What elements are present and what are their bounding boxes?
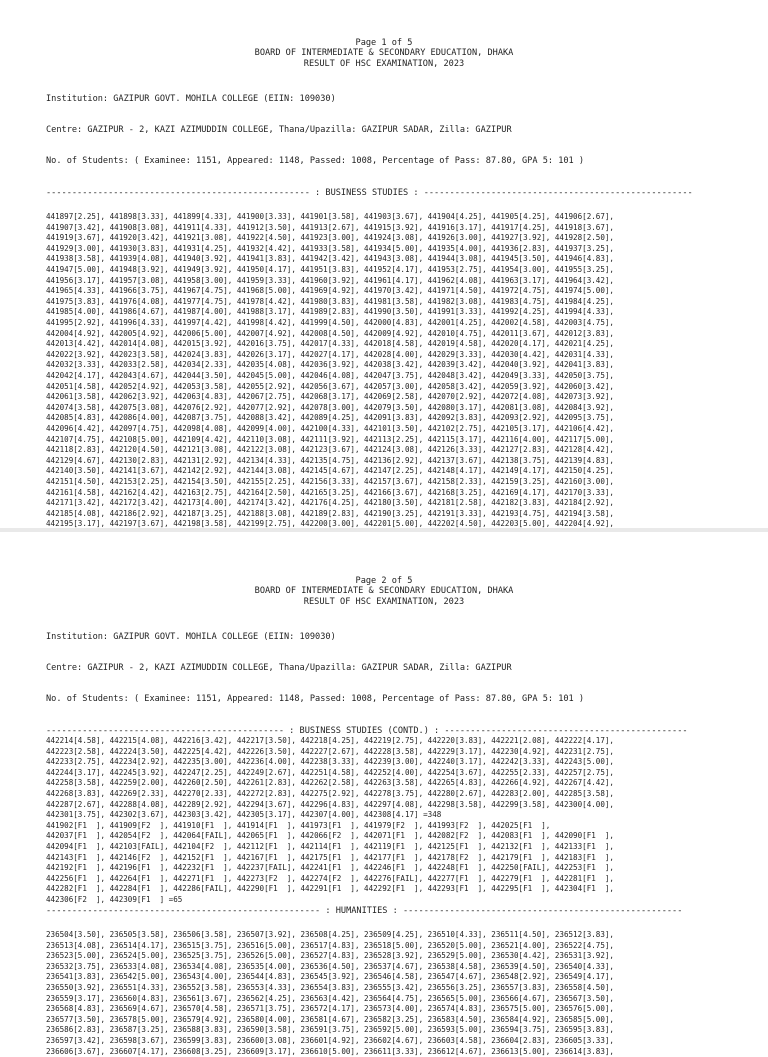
result-page-2 xyxy=(0,532,768,1056)
result-row: 441907[3.42], 441908[3.08], 441911[4.33], 441912[3.50], 441913[2.67], 441915[3.92], 441916[3.17], 441917[4.25], 441918[3.67], xyxy=(46,222,614,232)
result-row: 441995[2.92], 441996[4.33], 441997[4.42], 441998[4.42], 441999[4.50], 442000[4.83], 442001[4.25], 442002[4.58], 442003[4.75], xyxy=(46,318,614,328)
result-row: 442244[3.17], 442245[3.92], 442247[2.25], 442249[2.67], 442251[4.58], 442252[4.00], 442254[3.67], 442255[2.33], 442257[2.75], xyxy=(46,767,614,777)
result-row: 442282[F1 ], 442284[F1 ], 442286[FAIL], 442290[F1 ], 442291[F1 ], 442292[F1 ], 442293[F1 ], 442295[F1 ], 442304[F1 ], xyxy=(46,884,614,894)
result-row: 442306[F2 ], 442309[F1 ] =65 xyxy=(46,895,183,904)
board-name: BOARD OF INTERMEDIATE & SECONDARY EDUCATION, DHAKA xyxy=(254,586,514,597)
result-row: 442223[2.58], 442224[3.50], 442225[4.42], 442226[3.50], 442227[2.67], 442228[3.58], 442229[3.17], 442230[4.92], 442231[2.75], xyxy=(46,746,614,756)
result-row: 236606[3.67], 236607[4.17], 236608[3.25], 236609[3.17], 236610[5.00], 236611[3.33], 236612[4.67], 236613[5.00], 236614[3.83], xyxy=(46,1046,614,1056)
page-number: Page 1 of 5 xyxy=(355,38,413,48)
result-row: 442258[3.58], 442259[2.00], 442260[2.50], 442261[2.83], 442262[2.58], 442263[3.58], 442265[4.83], 442266[4.92], 442267[4.42], xyxy=(46,778,614,788)
institution-line: Institution: GAZIPUR GOVT. MOHILA COLLEGE (EIIN: 109030) xyxy=(46,632,336,643)
institution-info xyxy=(0,611,768,725)
page-header xyxy=(0,0,768,69)
result-row: 442143[F1 ], 442146[F2 ], 442152[F1 ], 442167[F1 ], 442175[F1 ], 442177[F1 ], 442178[F2 ], 442179[F1 ], 442183[F1 ], xyxy=(46,852,614,862)
result-row: 236532[3.75], 236533[4.08], 236534[4.08], 236535[4.00], 236536[4.50], 236537[4.67], 236538[4.58], 236539[4.50], 236540[4.33], xyxy=(46,961,614,971)
result-row: 442129[4.67], 442130[2.83], 442131[2.92], 442134[4.33], 442135[4.75], 442136[2.92], 442137[3.67], 442138[3.75], 442139[4.83], xyxy=(46,455,614,465)
result-row: 442214[4.58], 442215[4.08], 442216[3.42], 442217[3.50], 442218[4.25], 442219[2.75], 442220[3.83], 442221[2.08], 442222[4.17], xyxy=(46,736,614,746)
result-row: 442096[4.42], 442097[4.75], 442098[4.08], 442099[4.00], 442100[4.33], 442101[3.50], 442102[2.75], 442105[3.17], 442106[4.42], xyxy=(46,423,614,433)
centre-line: Centre: GAZIPUR - 2, KAZI AZIMUDDIN COLLEGE, Thana/Upazilla: GAZIPUR SADAR, Zilla: GAZIPUR xyxy=(46,663,512,674)
result-row: 236550[3.92], 236551[4.33], 236552[3.58], 236553[4.33], 236554[3.83], 236555[3.42], 236556[3.25], 236557[3.83], 236558[4.50], xyxy=(46,982,614,992)
result-row: 442233[2.75], 442234[2.92], 442235[3.00], 442236[4.00], 442238[3.33], 442239[3.00], 442240[3.17], 442242[3.33], 442243[5.00], xyxy=(46,757,614,767)
result-row: 236586[2.83], 236587[3.25], 236588[3.83], 236590[3.58], 236591[3.75], 236592[5.00], 236593[5.00], 236594[3.75], 236595[3.83], xyxy=(46,1025,614,1035)
result-row: 441985[4.00], 441986[4.67], 441987[4.00], 441988[3.17], 441989[2.83], 441990[3.50], 441991[3.33], 441992[4.25], 441994[4.33], xyxy=(46,307,614,317)
result-row: 441956[3.17], 441957[3.08], 441958[3.00], 441959[3.33], 441960[3.92], 441961[4.17], 441962[4.08], 441963[3.17], 441964[3.42], xyxy=(46,275,614,285)
result-row: 236513[4.08], 236514[4.17], 236515[3.75], 236516[5.00], 236517[4.83], 236518[5.00], 236520[5.00], 236521[4.00], 236522[4.75], xyxy=(46,940,614,950)
section-heading-business-studies-contd: ---------------------------------------------- : BUSINESS STUDIES (CONTD.) : ----------------------------------------------- xyxy=(46,725,688,736)
result-row: 442013[4.42], 442014[4.08], 442015[3.92], 442016[3.75], 442017[4.33], 442018[4.58], 442019[4.58], 442020[4.17], 442021[4.25], xyxy=(46,339,614,349)
result-row: 442118[2.83], 442120[4.50], 442121[3.08], 442122[3.08], 442123[3.67], 442124[3.08], 442126[3.33], 442127[2.83], 442128[4.42], xyxy=(46,445,614,455)
section-heading-business-studies: --------------------------------------------------- : BUSINESS STUDIES : ---------------------------------------------------- xyxy=(46,187,693,198)
result-row: 442268[3.83], 442269[2.33], 442270[2.33], 442272[2.83], 442275[2.92], 442278[3.75], 442280[2.67], 442283[2.00], 442285[3.58], xyxy=(46,789,614,799)
result-row: 442195[3.17], 442197[3.67], 442198[3.58], 442199[2.75], 442200[3.00], 442201[5.00], 442202[4.50], 442203[5.00], 442204[4.92], xyxy=(46,519,614,529)
result-row: 441929[3.00], 441930[3.83], 441931[4.25], 441932[4.42], 441933[3.58], 441934[5.00], 441935[4.00], 441936[2.83], 441937[3.25], xyxy=(46,243,614,253)
centre-line: Centre: GAZIPUR - 2, KAZI AZIMUDDIN COLLEGE, Thana/Upazilla: GAZIPUR SADAR, Zilla: GAZIPUR xyxy=(46,125,512,136)
result-row: 441902[F1 ], 441909[F2 ], 441910[F1 ], 441914[F1 ], 441973[F1 ], 441979[F2 ], 441993[F2 ], 442025[F1 ], xyxy=(46,820,551,830)
result-row: 442192[F1 ], 442196[F1 ], 442232[F1 ], 442237[FAIL], 442241[F1 ], 442246[F1 ], 442248[F1 ], 442250[FAIL], 442253[F1 ], xyxy=(46,863,614,873)
result-row: 441965[4.33], 441966[3.75], 441967[4.75], 441968[5.00], 441969[4.92], 441970[3.42], 441971[4.50], 441972[4.75], 441974[5.00], xyxy=(46,286,614,296)
result-row: 441897[2.25], 441898[3.33], 441899[4.33], 441900[3.33], 441901[3.58], 441903[3.67], 441904[4.25], 441905[4.25], 441906[2.67], xyxy=(46,212,614,222)
institution-info xyxy=(0,73,768,187)
institution-line: Institution: GAZIPUR GOVT. MOHILA COLLEGE (EIIN: 109030) xyxy=(46,94,336,105)
result-row: 442042[4.17], 442043[4.67], 442044[3.50], 442045[5.00], 442046[4.08], 442047[3.75], 442048[3.42], 442049[3.33], 442050[3.75], xyxy=(46,371,614,380)
result-row: 442074[3.58], 442075[3.08], 442076[2.92], 442077[2.92], 442078[3.00], 442079[3.50], 442080[3.17], 442081[3.08], 442084[3.92], xyxy=(46,402,614,412)
result-row: 442085[4.83], 442086[4.00], 442087[3.75], 442088[3.42], 442089[4.25], 442091[3.83], 442092[3.83], 442093[2.92], 442095[3.75], xyxy=(46,413,614,423)
result-row: 442287[2.67], 442288[4.08], 442289[2.92], 442294[3.67], 442296[4.83], 442297[4.08], 442298[3.58], 442299[3.58], 442300[4.00], xyxy=(46,799,614,809)
result-title: RESULT OF HSC EXAMINATION, 2023 xyxy=(303,58,465,69)
result-row: 236568[4.83], 236569[4.67], 236570[4.58], 236571[3.75], 236572[4.17], 236573[4.00], 236574[4.83], 236575[5.00], 236576[5.00], xyxy=(46,1004,614,1014)
result-row: 236597[3.42], 236598[3.67], 236599[3.83], 236600[3.08], 236601[4.92], 236602[4.67], 236603[4.58], 236604[2.83], 236605[3.33], xyxy=(46,1035,614,1045)
result-row: 442140[3.50], 442141[3.67], 442142[2.92], 442144[3.08], 442145[4.67], 442147[2.25], 442148[4.17], 442149[4.17], 442150[4.25], xyxy=(46,466,614,476)
result-row: 442032[3.33], 442033[2.58], 442034[2.33], 442035[4.08], 442036[3.92], 442038[3.42], 442039[3.42], 442040[3.92], 442041[3.83], xyxy=(46,360,614,370)
result-row: 442185[4.08], 442186[2.92], 442187[3.25], 442188[3.08], 442189[2.83], 442190[3.25], 442191[3.33], 442193[4.75], 442194[3.58], xyxy=(46,508,614,518)
result-row: 442161[4.58], 442162[4.42], 442163[2.75], 442164[2.50], 442165[3.25], 442166[3.67], 442168[3.25], 442169[4.17], 442170[3.33], xyxy=(46,487,614,497)
result-title: RESULT OF HSC EXAMINATION, 2023 xyxy=(303,596,465,607)
result-row: 442301[3.75], 442302[3.67], 442303[3.42], 442305[3.17], 442307[4.00], 442308[4.17] =348 xyxy=(46,810,442,820)
result-row: 442037[F1 ], 442054[F2 ], 442064[FAIL], 442065[F1 ], 442066[F2 ], 442071[F1 ], 442082[F2 ], 442083[F1 ], 442090[F1 ], xyxy=(46,831,614,841)
result-row: 442256[F1 ], 442264[F1 ], 442271[F1 ], 442273[F2 ], 442274[F2 ], 442276[FAIL], 442277[F1 ], 442279[F1 ], 442281[F1 ], xyxy=(46,873,614,883)
result-row: 442004[4.92], 442005[4.92], 442006[5.00], 442007[4.92], 442008[4.50], 442009[4.92], 442010[4.75], 442011[3.67], 442012[3.83], xyxy=(46,328,614,338)
result-row: 442051[4.58], 442052[4.92], 442053[3.58], 442055[2.92], 442056[3.67], 442057[3.00], 442058[3.42], 442059[3.92], 442060[3.42], xyxy=(46,381,614,391)
students-summary: No. of Students: ( Examinee: 1151, Appeared: 1148, Passed: 1008, Percentage of Pass: 87.80, GPA 5: 101 ) xyxy=(46,156,585,167)
result-row: 442151[4.50], 442153[2.25], 442154[3.50], 442155[2.25], 442156[3.33], 442157[3.67], 442158[2.33], 442159[3.25], 442160[3.00], xyxy=(46,476,614,486)
board-name: BOARD OF INTERMEDIATE & SECONDARY EDUCATION, DHAKA xyxy=(254,48,514,59)
result-row: 442094[F1 ], 442103[FAIL], 442104[F2 ], 442112[F1 ], 442114[F1 ], 442119[F1 ], 442125[F1 ], 442132[F1 ], 442133[F1 ], xyxy=(46,842,614,852)
results-block-business-studies-contd xyxy=(0,736,768,906)
result-row: 236577[3.50], 236578[5.00], 236579[4.92], 236580[4.00], 236581[4.67], 236582[3.25], 236583[4.50], 236584[4.92], 236585[5.00], xyxy=(46,1014,614,1024)
section-heading-humanities: ----------------------------------------------------- : HUMANITIES : ------------------------------------------------------ xyxy=(46,905,683,916)
result-row: 442107[4.75], 442108[5.00], 442109[4.42], 442110[3.08], 442111[3.92], 442113[2.25], 442115[3.17], 442116[4.00], 442117[5.00], xyxy=(46,434,614,444)
results-block-humanities xyxy=(0,930,768,1057)
result-row: 441947[5.00], 441948[3.92], 441949[3.92], 441950[4.17], 441951[3.83], 441952[4.17], 441953[2.75], 441954[3.00], 441955[3.25], xyxy=(46,265,614,275)
result-row: 442022[3.92], 442023[3.58], 442024[3.83], 442026[3.17], 442027[4.17], 442028[4.00], 442029[3.33], 442030[4.42], 442031[4.33], xyxy=(46,349,614,359)
result-row: 442061[3.58], 442062[3.92], 442063[4.83], 442067[2.75], 442068[3.17], 442069[2.58], 442070[2.92], 442072[4.08], 442073[3.92], xyxy=(46,392,614,402)
page-number: Page 2 of 5 xyxy=(355,576,413,586)
result-row: 441919[3.67], 441920[3.42], 441921[3.08], 441922[4.50], 441923[3.00], 441924[3.08], 441926[3.00], 441927[3.92], 441928[2.50], xyxy=(46,233,614,243)
result-row: 441938[3.58], 441939[4.08], 441940[3.92], 441941[3.83], 441942[3.42], 441943[3.08], 441944[3.08], 441945[3.50], 441946[4.83], xyxy=(46,254,614,264)
result-row: 236541[3.83], 236542[5.00], 236543[4.00], 236544[4.83], 236545[3.92], 236546[4.58], 236547[4.67], 236548[2.92], 236549[4.17], xyxy=(46,972,614,982)
result-row: 236559[3.17], 236560[4.83], 236561[3.67], 236562[4.25], 236563[4.42], 236564[4.75], 236565[5.00], 236566[4.67], 236567[3.50], xyxy=(46,993,614,1003)
result-row: 236504[3.50], 236505[3.58], 236506[3.58], 236507[3.92], 236508[4.25], 236509[4.25], 236510[4.33], 236511[4.50], 236512[3.83], xyxy=(46,930,614,939)
page-header xyxy=(0,532,768,607)
result-row: 441975[3.83], 441976[4.08], 441977[4.75], 441978[4.42], 441980[3.83], 441981[3.58], 441982[3.08], 441983[4.75], 441984[4.25], xyxy=(46,296,614,306)
result-row: 236523[5.00], 236524[5.00], 236525[3.75], 236526[5.00], 236527[4.83], 236528[3.92], 236529[5.00], 236530[4.42], 236531[3.92], xyxy=(46,951,614,961)
result-row: 442171[3.42], 442172[3.42], 442173[4.00], 442174[3.42], 442176[4.25], 442180[3.50], 442181[2.58], 442182[3.83], 442184[2.92], xyxy=(46,498,614,508)
results-block-business-studies xyxy=(0,212,768,540)
students-summary: No. of Students: ( Examinee: 1151, Appeared: 1148, Passed: 1008, Percentage of Pass: 87.80, GPA 5: 101 ) xyxy=(46,694,585,705)
